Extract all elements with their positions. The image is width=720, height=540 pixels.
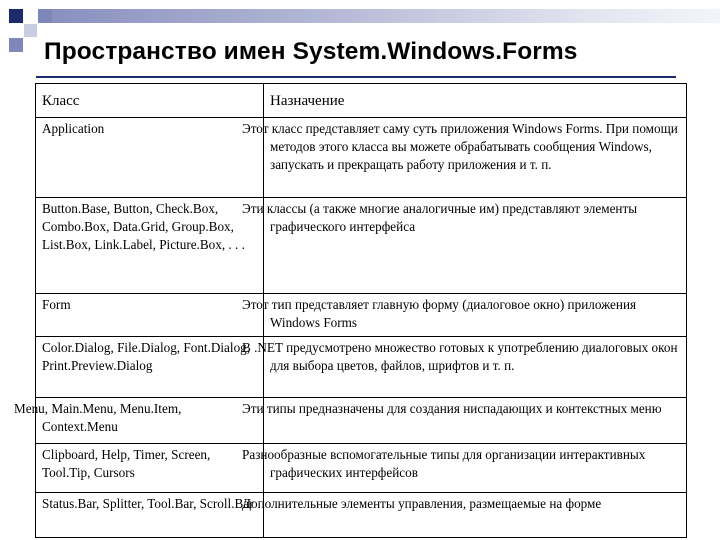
namespace-classes-table — [14, 83, 687, 538]
cell-class: Form — [36, 294, 264, 337]
corner-square-mid — [38, 9, 52, 23]
cell-class: Status.Bar, Splitter, Tool.Bar, Scroll.Bar — [36, 493, 264, 538]
table-row — [36, 493, 687, 538]
table-row — [36, 294, 687, 337]
slide-title: Пространство имен System.Windows.Forms — [44, 38, 578, 65]
cell-purpose: Этот класс представляет саму суть приложения Windows Forms. При помощи методов этого класса вы можете обрабатывать сообщения Windows, запускать и прекращать работу приложения и т. п. — [264, 118, 687, 198]
cell-purpose: В .NET предусмотрено множество готовых к употреблению диалоговых окон для выбора цветов, файлов, шрифтов и т. п. — [264, 337, 687, 398]
cell-class: Menu, Main.Menu, Menu.Item, Context.Menu — [36, 398, 264, 444]
title-underline — [36, 76, 676, 78]
cell-purpose: Дополнительные элементы управления, размещаемые на форме — [264, 493, 687, 538]
table-row — [36, 337, 687, 398]
corner-square-light — [24, 24, 37, 37]
table-row — [36, 398, 687, 444]
cell-purpose: Эти типы предназначены для создания ниспадающих и контекстных меню — [264, 398, 687, 444]
cell-class: Button.Base, Button, Check.Box, Combo.Box, Data.Grid, Group.Box, List.Box, Link.Label, Picture.Box, . . . — [36, 198, 264, 294]
header-class: Класс — [36, 84, 264, 118]
table-row — [36, 118, 687, 198]
table-row — [36, 198, 687, 294]
header-purpose: Назначение — [264, 84, 687, 118]
cell-class: Color.Dialog, File.Dialog, Font.Dialog, Print.Preview.Dialog — [36, 337, 264, 398]
top-gradient-bar — [52, 9, 720, 23]
table-row — [36, 444, 687, 493]
cell-purpose: Эти классы (а также многие аналогичные им) представляют элементы графического интерфейса — [264, 198, 687, 294]
cell-class: Application — [36, 118, 264, 198]
corner-square-lower — [9, 38, 23, 52]
cell-purpose: Разнообразные вспомогательные типы для организации интерактивных графических интерфейсов — [264, 444, 687, 493]
cell-purpose: Этот тип представляет главную форму (диалоговое окно) приложения Windows Forms — [264, 294, 687, 337]
table-header-row — [36, 84, 687, 118]
cell-class: Clipboard, Help, Timer, Screen, Tool.Tip, Cursors — [36, 444, 264, 493]
corner-square-dark — [9, 9, 23, 23]
